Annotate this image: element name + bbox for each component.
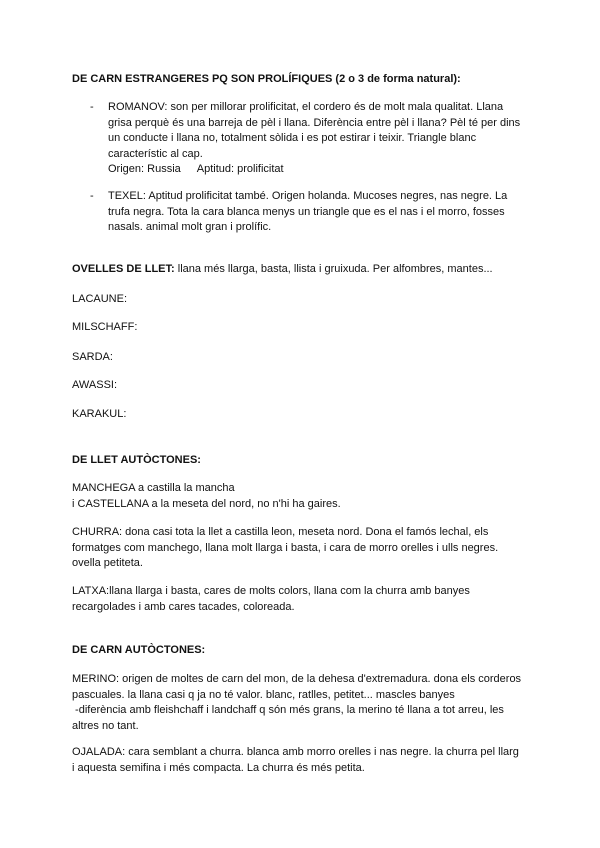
heading-bold: OVELLES DE LLET: [72,263,175,275]
heading-rest: llana més llarga, basta, llista i gruixuda. Per alfombres, mantes... [174,263,493,275]
paragraph-merino [72,672,542,734]
text-line: formatges com manchego, llana molt llarga i basta, i cara de morro orelles i ulls negres. [72,541,499,554]
text-line: OJALADA: cara semblant a churra. blanca amb morro orelles i nas negre. la churra pel llarg [72,746,519,758]
text-line: LATXA:llana llarga i basta, cares de molts colors, llana com la churra amb banyes [72,585,470,597]
bullet-dash: - [90,101,94,113]
text-line: i aquesta semifina i més compacta. La churra és més petita. [72,761,365,774]
text-line: un conducte i llana no, totalment sòlida i es pot estirar i teixir. Triangle blanc [108,132,477,144]
text-line: nasals. animal molt gran i prolífic. [108,221,272,233]
heading-dairy-sheep [72,262,542,278]
breed-sarda: SARDA: [72,351,113,363]
origin-text: Origen: Russia [108,163,181,175]
aptitude-text: Aptitud: prolificitat [196,163,284,175]
breed-awassi: AWASSI: [72,379,118,391]
text-line: pascuales. la llana casi q ja no té valor. blanc, ratlles, petitet... mascles banyes [72,688,455,701]
paragraph-manchega [72,481,542,512]
heading-native-meat: DE CARN AUTÒCTONES: [72,644,206,656]
text-line: grisa perquè és una barreja de pèl i llana. Diferència entre pèl i llana? Pèl té per dins [108,116,521,129]
text-line: MERINO: origen de moltes de carn del mon, de la dehesa d'extremadura. dona els corderos [72,673,522,685]
text-line: MANCHEGA a castilla la mancha [72,482,235,494]
paragraph-churra [72,525,542,572]
bullet-text [108,100,538,178]
text-line: trufa negra. Tota la cara blanca menys un triangle que es el nas i el morro, fosses [108,205,505,218]
text-line: altres no tant. [72,719,139,732]
breed-lacaune: LACAUNE: [72,293,128,305]
text-line: -diferència amb fleishchaff i landchaff q són més grans, la merino té llana a tot arreu, les [72,704,504,716]
origin-aptitude-line [108,162,538,178]
breed-karakul: KARAKUL: [72,408,127,420]
text-line: recargolades i amb cares tacades, coloreada. [72,600,295,613]
breed-milschaff: MILSCHAFF: [72,321,138,333]
paragraph-latxa [72,584,542,615]
heading-native-dairy: DE LLET AUTÒCTONES: [72,454,201,466]
text-line: ROMANOV: son per millorar prolificitat, el cordero és de molt mala qualitat. Llana [108,101,504,113]
text-line: CHURRA: dona casi tota la llet a castilla leon, meseta nord. Dona el famós lechal, els [72,526,489,538]
paragraph-ojalada [72,745,542,776]
text-line: TEXEL: Aptitud prolificitat també. Origen holanda. Mucoses negres, nas negre. La [108,190,508,202]
text-line: característic al cap. [108,147,203,160]
bullet-text [108,189,538,236]
heading-foreign-meat: DE CARN ESTRANGERES PQ SON PROLÍFIQUES (2 o 3 de forma natural): [72,73,461,85]
bullet-dash: - [90,190,94,202]
text-line: ovella petiteta. [72,557,143,569]
text-line: i CASTELLANA a la meseta del nord, no n'hi ha gaires. [72,497,341,510]
